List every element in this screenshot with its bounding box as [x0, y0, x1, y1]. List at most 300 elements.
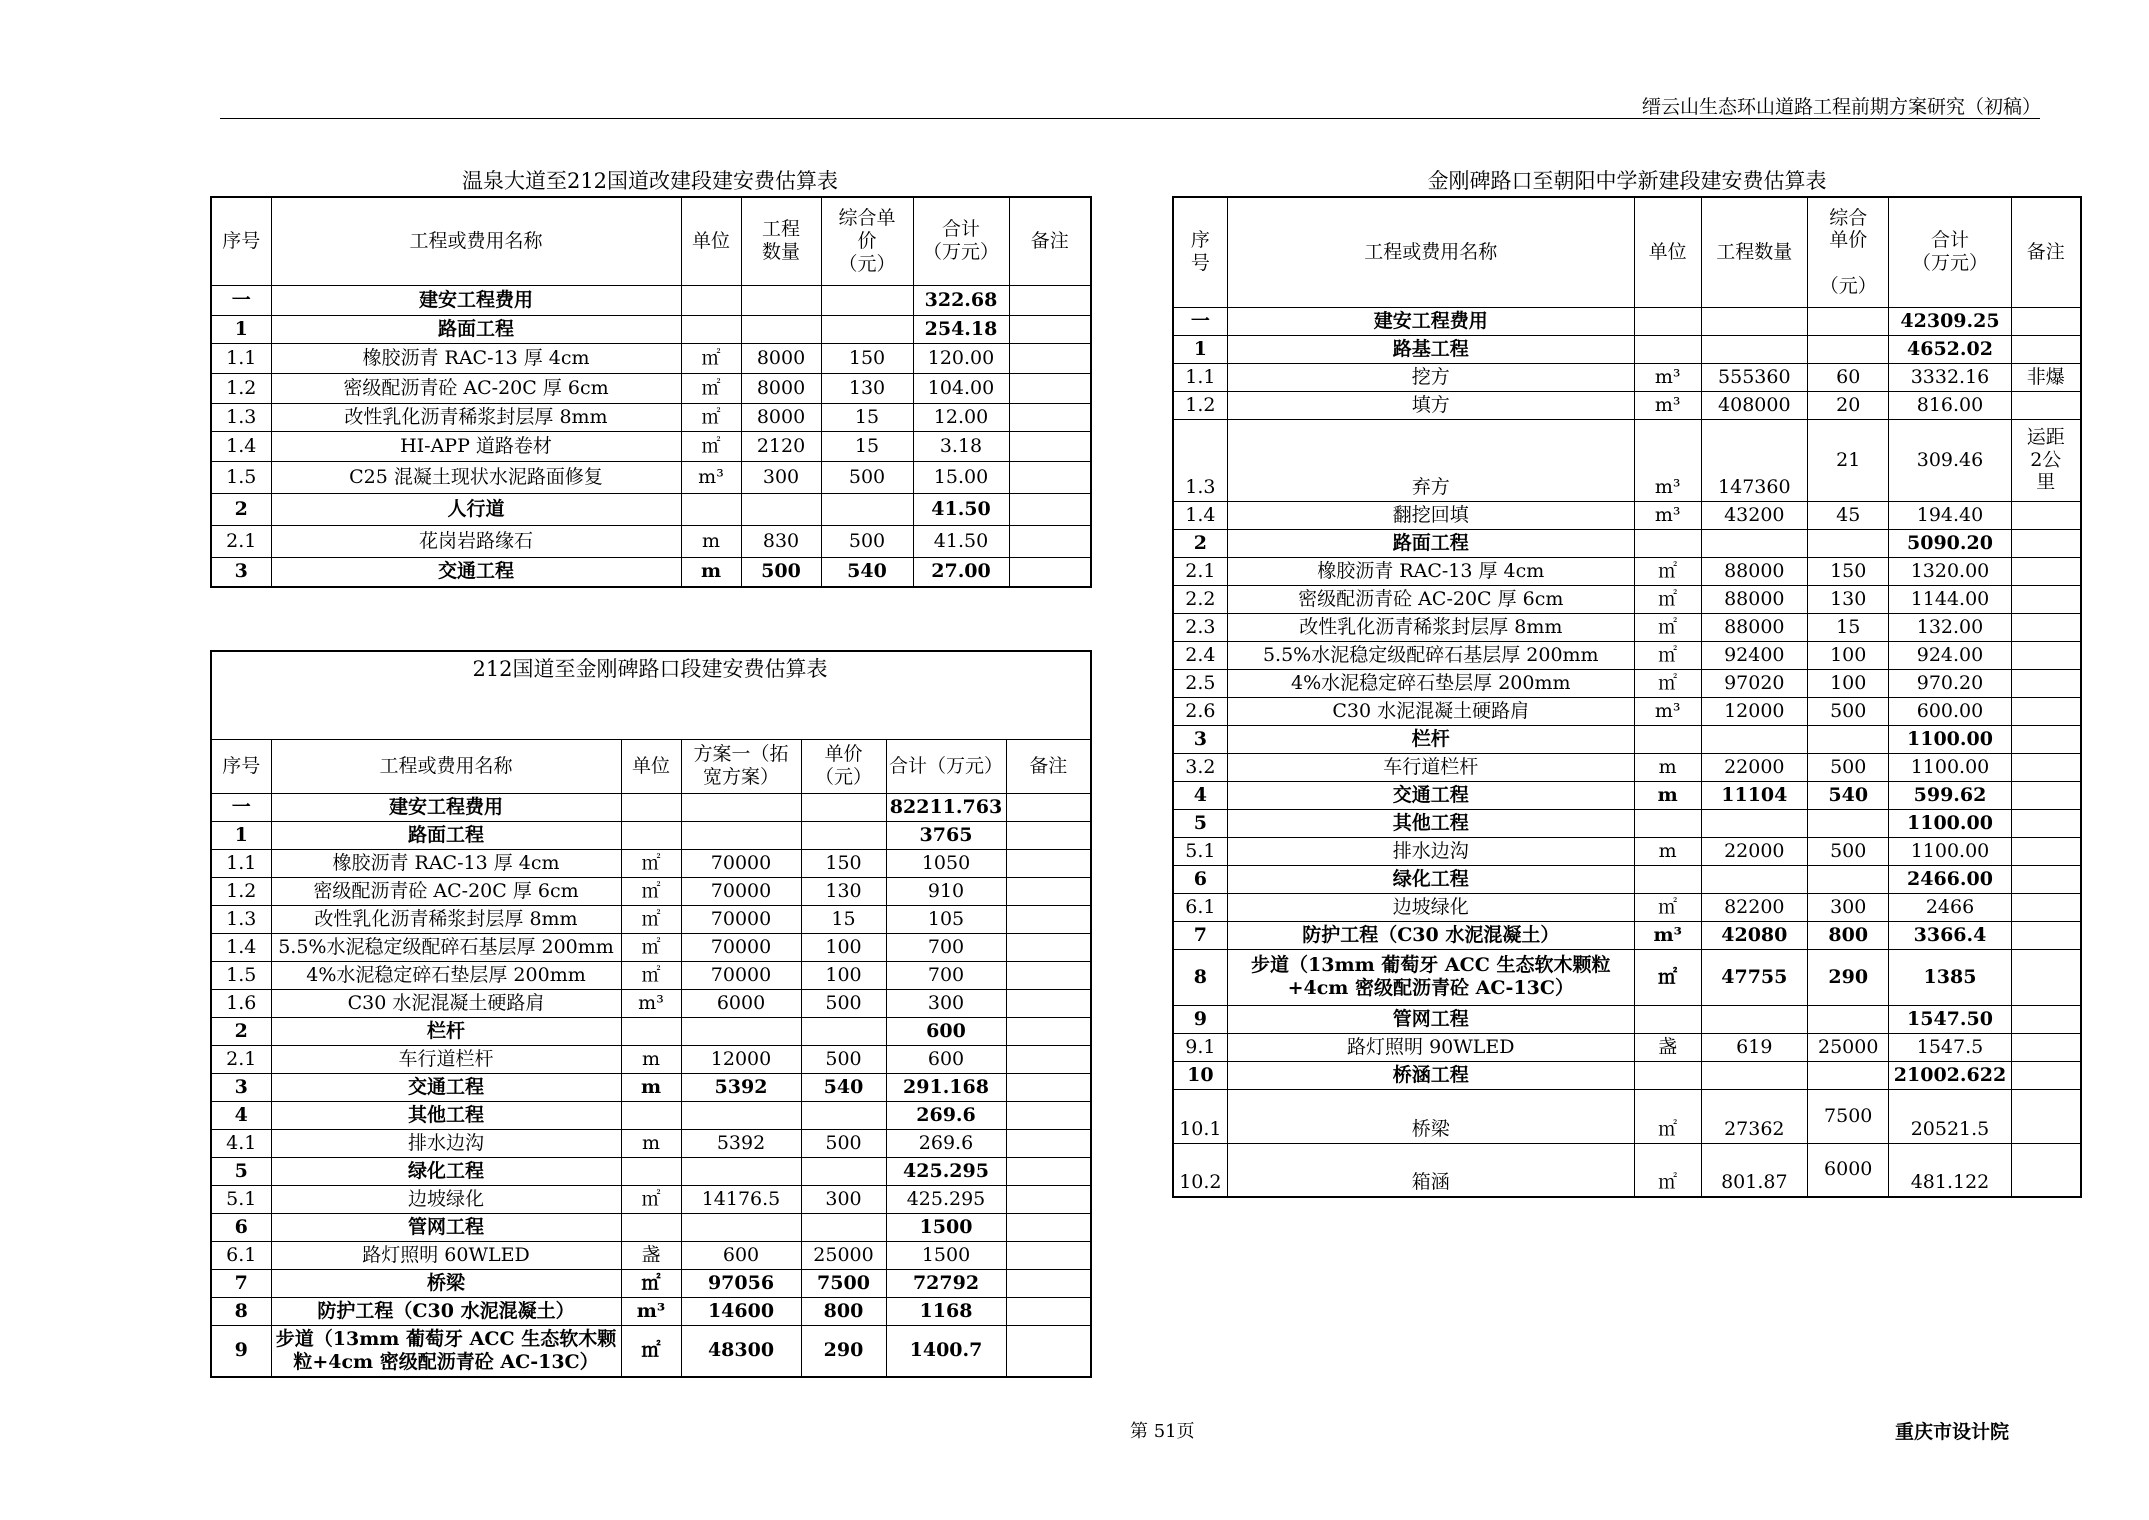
table-row — [1173, 753, 2081, 781]
row-price: 6000 — [1808, 1143, 1889, 1197]
row-note — [1009, 557, 1091, 587]
row-unit: m — [1634, 753, 1701, 781]
row-qty: 8000 — [741, 343, 821, 373]
row-unit: ㎡ — [621, 933, 681, 961]
row-no: 1 — [211, 821, 271, 849]
row-name: 箱涵 — [1227, 1143, 1634, 1197]
column-header: 工程 数量 — [741, 197, 821, 285]
row-total: 322.68 — [913, 285, 1009, 315]
row-unit — [1634, 865, 1701, 893]
row-unit — [1634, 529, 1701, 557]
row-name: 翻挖回填 — [1227, 501, 1634, 529]
column-header: 备注 — [1009, 197, 1091, 285]
row-price: 7500 — [801, 1269, 886, 1297]
row-name: 桥梁 — [271, 1269, 621, 1297]
row-unit: m — [1634, 837, 1701, 865]
row-note — [2011, 613, 2081, 641]
row-unit: m³ — [1634, 921, 1701, 949]
row-note — [1006, 1185, 1091, 1213]
column-header: 单位 — [621, 739, 681, 793]
row-name: 交通工程 — [1227, 781, 1634, 809]
row-no: 一 — [211, 285, 271, 315]
row-price — [1808, 1061, 1889, 1089]
row-no: 5.1 — [1173, 837, 1227, 865]
row-price: 500 — [1808, 697, 1889, 725]
row-qty: 14176.5 — [681, 1185, 801, 1213]
table-row — [211, 431, 1091, 461]
row-qty: 8000 — [741, 373, 821, 403]
row-name: 改性乳化沥青稀浆封层厚 8mm — [1227, 613, 1634, 641]
row-price — [1808, 529, 1889, 557]
table-row — [211, 989, 1091, 1017]
column-header: 工程或费用名称 — [271, 739, 621, 793]
column-header: 合计 （万元） — [1889, 197, 2011, 307]
table-row — [211, 821, 1091, 849]
row-qty: 12000 — [681, 1045, 801, 1073]
table3 — [1172, 196, 2082, 1198]
row-qty: 300 — [741, 461, 821, 493]
row-no: 10 — [1173, 1061, 1227, 1089]
row-name: C30 水泥混凝土硬路肩 — [1227, 697, 1634, 725]
row-name: 防护工程（C30 水泥混凝土） — [271, 1297, 621, 1325]
row-no: 5 — [211, 1157, 271, 1185]
row-total: 5090.20 — [1889, 529, 2011, 557]
row-price — [1808, 809, 1889, 837]
row-note — [1009, 461, 1091, 493]
row-note — [1006, 793, 1091, 821]
row-qty: 12000 — [1701, 697, 1807, 725]
row-total: 21002.622 — [1889, 1061, 2011, 1089]
row-price: 15 — [1808, 613, 1889, 641]
row-unit — [621, 1017, 681, 1045]
table-row — [211, 1213, 1091, 1241]
row-name: 其他工程 — [1227, 809, 1634, 837]
row-unit: ㎡ — [681, 373, 741, 403]
row-qty: 5392 — [681, 1129, 801, 1157]
row-unit: 盏 — [621, 1241, 681, 1269]
row-qty: 14600 — [681, 1297, 801, 1325]
row-name: 路面工程 — [271, 821, 621, 849]
row-qty: 97056 — [681, 1269, 801, 1297]
table2 — [210, 650, 1092, 1378]
row-no: 2.4 — [1173, 641, 1227, 669]
table-row — [1173, 1005, 2081, 1033]
column-header: 工程或费用名称 — [1227, 197, 1634, 307]
row-price: 100 — [801, 933, 886, 961]
table-row — [211, 403, 1091, 431]
table-row — [211, 557, 1091, 587]
row-no: 1.4 — [1173, 501, 1227, 529]
row-note — [1009, 373, 1091, 403]
row-name: 路面工程 — [271, 315, 681, 343]
row-unit: ㎡ — [1634, 949, 1701, 1005]
row-unit: ㎡ — [1634, 1143, 1701, 1197]
row-note — [2011, 669, 2081, 697]
row-qty — [1701, 1061, 1807, 1089]
column-header: 单位 — [681, 197, 741, 285]
row-name: 密级配沥青砼 AC-20C 厚 6cm — [271, 373, 681, 403]
table-header-row — [211, 739, 1091, 793]
row-total: 194.40 — [1889, 501, 2011, 529]
row-unit: m³ — [1634, 391, 1701, 419]
table-row — [211, 793, 1091, 821]
row-qty: 43200 — [1701, 501, 1807, 529]
row-no: 9.1 — [1173, 1033, 1227, 1061]
column-header: 备注 — [1006, 739, 1091, 793]
row-price: 21 — [1808, 419, 1889, 501]
row-note — [1006, 877, 1091, 905]
row-name: 栏杆 — [1227, 725, 1634, 753]
row-note — [2011, 1143, 2081, 1197]
row-total: 3.18 — [913, 431, 1009, 461]
row-name: 橡胶沥青 RAC-13 厚 4cm — [271, 849, 621, 877]
row-note — [1009, 525, 1091, 557]
row-unit: ㎡ — [621, 1185, 681, 1213]
row-unit — [1634, 725, 1701, 753]
row-no: 1.2 — [211, 373, 271, 403]
row-name: 密级配沥青砼 AC-20C 厚 6cm — [271, 877, 621, 905]
row-no: 1.3 — [211, 403, 271, 431]
table-row — [1173, 865, 2081, 893]
row-unit: ㎡ — [1634, 585, 1701, 613]
table-row — [1173, 501, 2081, 529]
row-unit: ㎡ — [621, 877, 681, 905]
row-total: 291.168 — [886, 1073, 1006, 1101]
row-note — [1006, 961, 1091, 989]
document-header-title: 缙云山生态环山道路工程前期方案研究（初稿） — [1641, 96, 2041, 118]
row-qty: 70000 — [681, 849, 801, 877]
row-unit: ㎡ — [621, 849, 681, 877]
column-header: 合计（万元） — [886, 739, 1006, 793]
row-note — [1006, 849, 1091, 877]
row-unit — [681, 315, 741, 343]
row-qty — [1701, 529, 1807, 557]
row-price — [821, 315, 913, 343]
row-price: 540 — [1808, 781, 1889, 809]
row-no: 2.6 — [1173, 697, 1227, 725]
footer-org: 重庆市设计院 — [1895, 1421, 2010, 1443]
row-unit: ㎡ — [621, 905, 681, 933]
row-no: 2.5 — [1173, 669, 1227, 697]
row-no: 1.5 — [211, 961, 271, 989]
row-no: 5 — [1173, 809, 1227, 837]
row-no: 2.3 — [1173, 613, 1227, 641]
row-note — [2011, 1089, 2081, 1143]
row-qty: 48300 — [681, 1325, 801, 1377]
row-no: 一 — [211, 793, 271, 821]
row-total: 1100.00 — [1889, 809, 2011, 837]
row-unit: ㎡ — [621, 1269, 681, 1297]
row-note — [2011, 865, 2081, 893]
row-price — [801, 1017, 886, 1045]
row-name: 栏杆 — [271, 1017, 621, 1045]
row-qty — [1701, 335, 1807, 363]
row-total: 41.50 — [913, 493, 1009, 525]
row-price: 800 — [801, 1297, 886, 1325]
row-unit: ㎡ — [1634, 1089, 1701, 1143]
table-row — [1173, 419, 2081, 501]
row-price — [1808, 865, 1889, 893]
table-row — [1173, 1089, 2081, 1143]
row-price: 540 — [801, 1073, 886, 1101]
row-unit — [1634, 1005, 1701, 1033]
row-qty: 801.87 — [1701, 1143, 1807, 1197]
row-qty — [1701, 809, 1807, 837]
row-qty: 88000 — [1701, 613, 1807, 641]
row-no: 一 — [1173, 307, 1227, 335]
row-unit: m — [681, 557, 741, 587]
table-row — [211, 285, 1091, 315]
table-row — [211, 933, 1091, 961]
row-total: 3366.4 — [1889, 921, 2011, 949]
row-note — [2011, 809, 2081, 837]
row-price: 100 — [1808, 669, 1889, 697]
row-price: 20 — [1808, 391, 1889, 419]
row-note — [2011, 921, 2081, 949]
row-unit: ㎡ — [681, 431, 741, 461]
row-qty: 88000 — [1701, 585, 1807, 613]
row-qty: 619 — [1701, 1033, 1807, 1061]
row-unit — [621, 1101, 681, 1129]
row-note — [1006, 1213, 1091, 1241]
row-unit — [621, 793, 681, 821]
row-price: 500 — [801, 1045, 886, 1073]
row-unit: ㎡ — [681, 403, 741, 431]
row-price: 540 — [821, 557, 913, 587]
row-unit: ㎡ — [1634, 557, 1701, 585]
row-price: 130 — [1808, 585, 1889, 613]
column-header: 综合 单价 （元） — [1808, 197, 1889, 307]
row-unit — [681, 285, 741, 315]
table-row — [211, 849, 1091, 877]
row-note — [1006, 1045, 1091, 1073]
row-qty: 27362 — [1701, 1089, 1807, 1143]
row-price: 500 — [1808, 837, 1889, 865]
row-price — [1808, 725, 1889, 753]
row-total: 12.00 — [913, 403, 1009, 431]
row-note — [1009, 315, 1091, 343]
table-row — [1173, 585, 2081, 613]
row-total: 3765 — [886, 821, 1006, 849]
table-row — [1173, 557, 2081, 585]
row-total: 1547.50 — [1889, 1005, 2011, 1033]
row-name: 花岗岩路缘石 — [271, 525, 681, 557]
row-no: 2 — [211, 1017, 271, 1045]
row-total: 1100.00 — [1889, 837, 2011, 865]
row-price: 500 — [821, 525, 913, 557]
row-note — [1009, 493, 1091, 525]
row-qty: 830 — [741, 525, 821, 557]
row-name: 路灯照明 60WLED — [271, 1241, 621, 1269]
row-price: 100 — [1808, 641, 1889, 669]
column-header: 综合单 价 （元） — [821, 197, 913, 285]
table-row — [1173, 949, 2081, 1005]
row-no: 1 — [1173, 335, 1227, 363]
row-total: 269.6 — [886, 1129, 1006, 1157]
row-no: 4 — [1173, 781, 1227, 809]
row-no: 7 — [211, 1269, 271, 1297]
table-row — [1173, 613, 2081, 641]
row-no: 6 — [211, 1213, 271, 1241]
table-row — [211, 315, 1091, 343]
row-total: 600 — [886, 1045, 1006, 1073]
row-no: 9 — [1173, 1005, 1227, 1033]
column-header: 单位 — [1634, 197, 1701, 307]
row-total: 481.122 — [1889, 1143, 2011, 1197]
row-total: 700 — [886, 933, 1006, 961]
table-row — [211, 1129, 1091, 1157]
row-unit: m — [621, 1045, 681, 1073]
table-row — [211, 525, 1091, 557]
table-row — [211, 1045, 1091, 1073]
row-qty — [681, 1157, 801, 1185]
row-price — [821, 493, 913, 525]
row-price — [1808, 307, 1889, 335]
row-qty — [1701, 307, 1807, 335]
row-no: 1.2 — [211, 877, 271, 905]
row-unit: ㎡ — [1634, 669, 1701, 697]
row-price: 300 — [1808, 893, 1889, 921]
row-note — [2011, 697, 2081, 725]
row-no: 2.1 — [211, 1045, 271, 1073]
row-total: 300 — [886, 989, 1006, 1017]
row-no: 1.5 — [211, 461, 271, 493]
row-note — [1009, 431, 1091, 461]
row-no: 10.2 — [1173, 1143, 1227, 1197]
row-price: 25000 — [801, 1241, 886, 1269]
row-no: 2.1 — [1173, 557, 1227, 585]
row-no: 1 — [211, 315, 271, 343]
row-no: 1.1 — [211, 849, 271, 877]
row-qty: 70000 — [681, 877, 801, 905]
row-note — [1006, 905, 1091, 933]
row-qty — [681, 1101, 801, 1129]
row-price — [1808, 335, 1889, 363]
row-name: 绿化工程 — [1227, 865, 1634, 893]
row-note — [1006, 1297, 1091, 1325]
row-total: 2466 — [1889, 893, 2011, 921]
row-price: 15 — [821, 431, 913, 461]
table-row — [1173, 697, 2081, 725]
row-name: 填方 — [1227, 391, 1634, 419]
row-name: 挖方 — [1227, 363, 1634, 391]
page-number: 第 51页 — [1130, 1421, 1195, 1442]
table-row — [211, 1185, 1091, 1213]
row-name: 橡胶沥青 RAC-13 厚 4cm — [1227, 557, 1634, 585]
row-no: 10.1 — [1173, 1089, 1227, 1143]
row-note — [2011, 1005, 2081, 1033]
row-unit: ㎡ — [1634, 613, 1701, 641]
row-note — [1006, 1017, 1091, 1045]
row-price: 150 — [1808, 557, 1889, 585]
row-note — [1006, 933, 1091, 961]
row-name: 绿化工程 — [271, 1157, 621, 1185]
row-qty: 500 — [741, 557, 821, 587]
row-no: 1.6 — [211, 989, 271, 1017]
row-total: 1100.00 — [1889, 753, 2011, 781]
table1 — [210, 196, 1092, 588]
row-total: 254.18 — [913, 315, 1009, 343]
row-unit: ㎡ — [621, 1325, 681, 1377]
row-qty: 22000 — [1701, 753, 1807, 781]
row-no: 1.4 — [211, 933, 271, 961]
row-no: 9 — [211, 1325, 271, 1377]
table1-title: 温泉大道至212国道改建段建安费估算表 — [461, 169, 839, 193]
row-unit: m — [621, 1129, 681, 1157]
row-unit — [621, 1213, 681, 1241]
row-qty: 70000 — [681, 961, 801, 989]
row-note — [1006, 1073, 1091, 1101]
row-total: 425.295 — [886, 1185, 1006, 1213]
row-total: 1500 — [886, 1213, 1006, 1241]
row-note — [1006, 989, 1091, 1017]
row-unit: m — [1634, 781, 1701, 809]
table-row — [1173, 781, 2081, 809]
row-qty — [681, 793, 801, 821]
row-name: 防护工程（C30 水泥混凝土） — [1227, 921, 1634, 949]
row-note: 非爆 — [2011, 363, 2081, 391]
column-header: 合计 （万元） — [913, 197, 1009, 285]
row-price: 300 — [801, 1185, 886, 1213]
row-no: 5.1 — [211, 1185, 271, 1213]
row-total: 600 — [886, 1017, 1006, 1045]
row-qty — [1701, 725, 1807, 753]
row-no: 1.3 — [1173, 419, 1227, 501]
row-no: 4.1 — [211, 1129, 271, 1157]
row-price — [801, 1101, 886, 1129]
table2-title: 212国道至金刚碑路口段建安费估算表 — [472, 657, 828, 681]
row-name: 边坡绿化 — [271, 1185, 621, 1213]
row-note — [2011, 585, 2081, 613]
row-price: 15 — [821, 403, 913, 431]
row-total: 1320.00 — [1889, 557, 2011, 585]
table-row — [1173, 669, 2081, 697]
row-no: 2 — [211, 493, 271, 525]
row-unit: m³ — [1634, 501, 1701, 529]
row-name: HI-APP 道路卷材 — [271, 431, 681, 461]
row-note — [2011, 335, 2081, 363]
table-row — [1173, 921, 2081, 949]
row-qty: 82200 — [1701, 893, 1807, 921]
row-qty: 11104 — [1701, 781, 1807, 809]
row-price — [821, 285, 913, 315]
table-row — [1173, 335, 2081, 363]
table-row — [1173, 391, 2081, 419]
row-name: 车行道栏杆 — [1227, 753, 1634, 781]
column-header: 序 号 — [1173, 197, 1227, 307]
table-row — [1173, 1033, 2081, 1061]
row-unit: m — [621, 1073, 681, 1101]
row-qty: 5392 — [681, 1073, 801, 1101]
row-total: 20521.5 — [1889, 1089, 2011, 1143]
row-unit — [1634, 809, 1701, 837]
row-qty: 600 — [681, 1241, 801, 1269]
table-row — [1173, 307, 2081, 335]
row-unit — [1634, 1061, 1701, 1089]
row-qty: 47755 — [1701, 949, 1807, 1005]
row-note — [1006, 1157, 1091, 1185]
row-qty — [681, 1213, 801, 1241]
row-total: 1385 — [1889, 949, 2011, 1005]
table-row — [211, 905, 1091, 933]
row-total: 425.295 — [886, 1157, 1006, 1185]
row-note — [2011, 837, 2081, 865]
row-price — [1808, 1005, 1889, 1033]
table-row — [211, 1241, 1091, 1269]
row-name: 排水边沟 — [271, 1129, 621, 1157]
table-row — [211, 1157, 1091, 1185]
row-note — [2011, 307, 2081, 335]
